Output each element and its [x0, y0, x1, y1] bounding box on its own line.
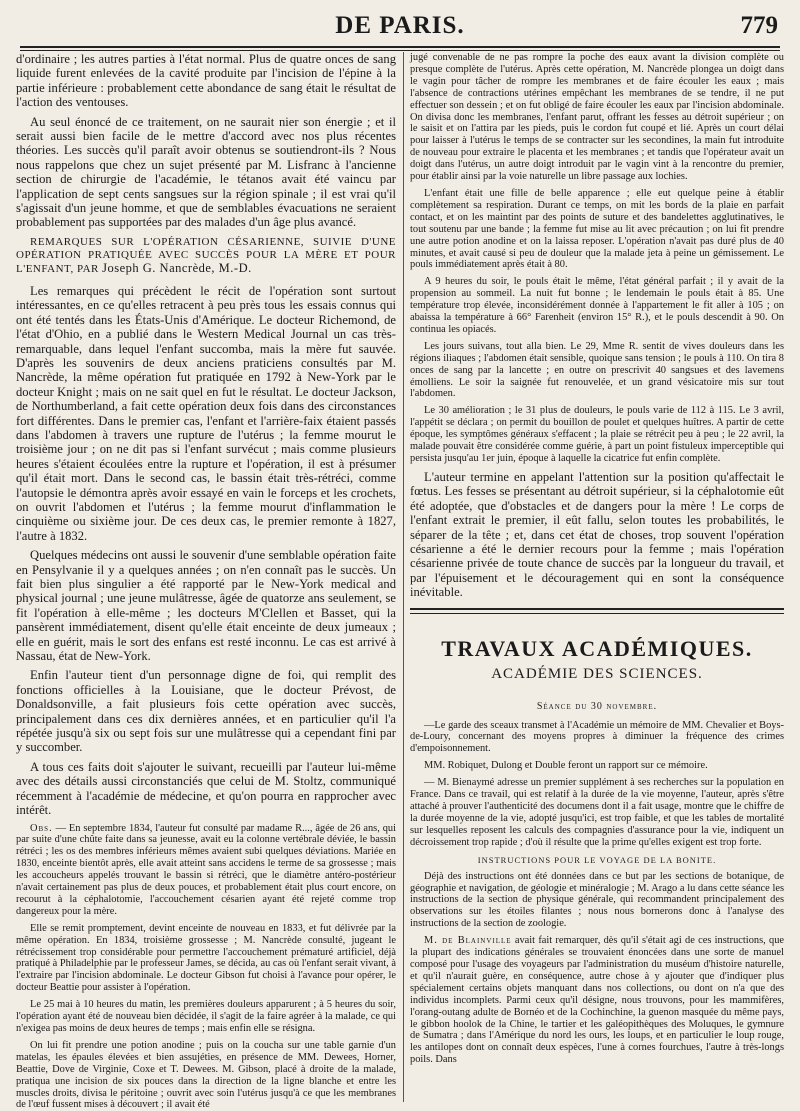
page-header — [20, 10, 780, 46]
running-title: DE PARIS. — [335, 12, 465, 39]
left-column — [16, 52, 396, 1111]
article-author: Joseph G. Nancrède, M.-D. — [102, 260, 252, 275]
paragraph: A tous ces faits doit s'ajouter le suivant, recueilli par l'auteur lui-même avec des détails aussi circonstanciés que celui de M. Stoltz, communiqué récemment à l'académie de médecine, et qu'on pourra en rapprocher avec intérêt. — [16, 759, 396, 818]
paragraph: —Le garde des sceaux transmet à l'Académie un mémoire de MM. Chevalier et Boys-de-Loury, concernant des moyens propres à diminuer la fréquence des crimes d'empoisonnement. — [410, 719, 784, 755]
session-date: Séance du 30 novembre. — [536, 700, 658, 712]
section-title: TRAVAUX ACADÉMIQUES. — [441, 635, 753, 661]
section-header — [410, 608, 784, 683]
header-rule-thin — [20, 50, 780, 51]
paragraph: Les remarques qui précèdent le récit de l'opération sont surtout intéressantes, en ce qu'elles retracent à peu près tous les essais connus qui ont été tentés dans les États-Unis d'Amérique. Le docteur Richemond, de l'état d'Ohio, en a publié dans le Western Medical Journal un cas très-remarquable, dans lequel l'enfant succomba, mais la mère fut sauvée. D'après les souvenirs de deux anciens praticiens consultés par M. Nancrède, la même opération fut pratiquée en 1792 à New-York par le docteur Knight ; mais on ne sait quel en fut le résultat. Le docteur Jackson, de Northumberland, a fait cette opération deux fois dans des circonstances fort différentes. Dans le premier cas, l'enfant et l'arrière-faix étaient passés dans l'abdomen à travers une rupture de l'utérus ; la femme mourut le troisième jour ; on ne dit pas si l'enfant survécut ; mais comme plusieurs heures s'étaient écoulées entre la rupture et l'opération, il est à présumer qu'il était mort. Dans le second cas, le bassin était très-rétréci, comme l'autopsie le démontra après avoir essayé en vain le forceps et les crochets, on ouvrit l'abdomen et l'utérus ; la femme mourut d'inflammation le cinquième ou sixième jour. De ces deux cas, le premier remonte à 1827, l'autre à 1832. — [16, 283, 396, 543]
observation-paragraph — [16, 823, 396, 918]
page-number: 779 — [740, 12, 778, 39]
paragraph-text: avait fait remarquer, dès qu'il s'était agi de ces instructions, que la plupart des indications générales se trouvaient énoncées dans une sorte de manuel composé pour l'usage des voyageurs par l'administration du muséum d'histoire naturelle, et qu'il n'aurait guère, en conséquence, autre chose à y ajouter que d'indiquer plus spécialement certains objets manquant dans nos collections, ou dont on n'a que des individus incomplets. Parmi ceux qu'il désigne, nous trouvons, pour les mammifères, l'orang-outang adulte de Bornéo et de la Cochinchine, la guenon masquée du même pays, le gibbon hoolok de la Chine, le tartier et les galéopithèques des Moluques, le gymnure de Sumatra ; dans l'Amérique du nord les ours, les loups, et en particulier le loup rouge, les antilopes dont on connaît deux espèces, l'une à cornes fourchues, l'autre à très-longs poils. Dans — [410, 935, 784, 1066]
section-subtitle: ACADÉMIE DES SCIENCES. — [491, 665, 703, 682]
paragraph: Le 25 mai à 10 heures du matin, les premières douleurs apparurent ; à 5 heures du soir, l'opération ayant été de nouveau bien décidée, il s'agit de la faire agréer à la malade, ce qui n'exigea pas moins de deux heures de temps ; mais enfin elle se résigna. — [16, 999, 396, 1034]
paragraph: Déjà des instructions ont été données dans ce but par les sections de botanique, de géographie et navigation, de géologie et minéralogie ; M. Arago a lu dans cette séance les instructions de la section de physique générale, qui recommandent principalement des observations sur les étoiles filantes ; nous nous bornerons donc à l'analyse des instructions de la section de zoologie. — [410, 870, 784, 930]
paragraph: On lui fit prendre une potion anodine ; puis on la coucha sur une table garnie d'un matelas, les épaules élevées et bien assujéties, en présence de MM. Dewees, Horner, Beattie, Dove de Virginie, Coxe et T. Dewees. M. Gibson, placé à droite de la malade, pratiqua une incision de six pouces dans la direction de la ligne blanche et entre les muscles droits, divisa le péritoine ; ouvrit avec soin l'utérus jusqu'à ce que les membranes de l'œuf fussent mises à découvert ; il avait été — [16, 1039, 396, 1111]
paragraph: Elle se remit promptement, devint enceinte de nouveau en 1833, et fut délivrée par la même opération. En 1834, troisième grossesse ; M. Nancrède consulté, jugeant le rétrécissement trop considérable pour permettre l'accouchement prématuré artificiel, déjà pratiqué à Philadelphie par le professeur James, se décida, au cas où l'enfant serait vivant, à l'extraire par l'incision abdominale. Le docteur Gibson fut choisi à l'avance pour opérer, le docteur Beattie pour assister à l'opération. — [16, 922, 396, 994]
sub-heading: INSTRUCTIONS POUR LE VOYAGE DE LA BONITE. — [477, 854, 717, 865]
paragraph: Le 30 amélioration ; le 31 plus de douleurs, le pouls varie de 112 à 115. Le 3 avril, l'appétit se déclara ; on permit du bouillon de poulet et quelques huîtres. A partir de cette époque, les symptômes généraux s'effacent ; la plaie se rétrécit peu à peu ; le 22 avril, la malade pouvait être considérée comme guérie, à part un point fistuleux imperceptible qui persista jusqu'au 1er juin, époque à laquelle la cicatrice fut enfin complète. — [410, 405, 784, 464]
section-rule — [410, 608, 784, 610]
observation-text: — En septembre 1834, l'auteur fut consulté par madame R..., âgée de 26 ans, qui par suite d'une chûte faite dans sa jeunesse, avait eu la colonne vertébrale déviée, le bassin rétréci ; les os des membres inférieurs mêmes avaient subi quelques déviations. Mariée en 1830, enceinte bientôt après, elle avait atteint sans accidens le terme de sa grossesse ; mais les accoucheurs appelés trouvant le bassin si rétréci, que le diamètre antéro-postérieur n'avait certainement pas plus de deux pouces, et probablement était plus court encore, on recourut à la céphalotomie, l'accouchement césarien ayant été rejeté comme trop dangereux pour la mère. — [16, 822, 396, 917]
paragraph: Au seul énoncé de ce traitement, on ne saurait nier son énergie ; et il serait aussi bien facile de le mettre d'accord avec nos plus récentes théories. Les succès qu'il paraît avoir obtenus se soutiendront-ils ? Nous nous rappelons que chez un sujet présenté par M. Lisfranc à l'ancienne section de chirurgie de l'académie, le tétanos avait été vaincu par l'application de sept cents sangsues sur la région spinale ; il est vrai qu'il s'agissait d'un jeune homme, et que de semblables évacuations ne seraient probablement pas supportées par des malades d'un âge plus avancé. — [16, 114, 396, 230]
article-title — [16, 236, 396, 276]
paragraph: Enfin l'auteur tient d'un personnage digne de foi, qui remplit des fonctions officielles à la Louisiane, que le docteur Prévost, de Donaldsonville, a fait plusieurs fois cette opération avec succès, principalement dans ces dix dernières années, et en particulier qu'il l'a répétée jusqu'à six ou sept fois sur une mulâtresse qui a cependant fini par y succomber. — [16, 668, 396, 755]
paragraph: A 9 heures du soir, le pouls était le même, l'état général parfait ; il y avait de la propension au sommeil. La nuit fut bonne ; le lendemain le pouls était à 85. Une température trop élevée, inconsidérément donnée à l'appartement le fit aller à 105 ; on abaissa la température à 66° Farenheit (environ 15° R.), et le pouls descendit à 90. On continua les opiacés. — [410, 276, 784, 335]
paragraph — [410, 935, 784, 1066]
paragraph: L'auteur termine en appelant l'attention sur la position qu'affectait le fœtus. Les fesses se présentant au détroit supérieur, si la céphalotomie eût été adoptée, que d'obstacles et de dangers pour la mère ! Le corps de l'enfant extrait le premier, il eût fallu, selon toutes les probabilités, le séparer de la tête ; et, dans cet état de choses, trop souvent l'opération césarienne a été le dernier recours pour la femme ; mais l'opération césarienne privée de toute chance de succès par la longueur du travail, et par l'épuisement et le découragement qui en sont la conséquence inévitable. — [410, 469, 784, 600]
column-divider — [403, 52, 404, 1102]
section-rule-thin — [410, 613, 784, 614]
paragraph: Les jours suivans, tout alla bien. Le 29, Mme R. sentit de vives douleurs dans les régions iliaques ; l'abdomen était sensible, quoique sans tension ; le pouls à 110. On tira 8 onces de sang par la lancette ; en outre on prescrivit 40 sangsues et des lavemens émolliens. Le soir la saignée fut renouvelée, et un grand vésicatoire mis sur tout l'abdomen. — [410, 340, 784, 400]
right-column — [410, 52, 784, 1100]
paragraph: d'ordinaire ; les autres parties à l'état normal. Plus de quatre onces de sang liquide furent enlevées de la cavité produite par l'incision de l'épine à la partie inférieure : probablement cette abondance de sang était le résultat de l'action des ventouses. — [16, 52, 396, 110]
observation-label: Obs. — [30, 822, 53, 834]
paragraph: Quelques médecins ont aussi le souvenir d'une semblable opération faite en Pensylvanie il y a quelques années ; on n'en connaît pas le succès. Un fait bien plus singulier a été rapporté par le New-York medical and physical journal ; une jeune mulâtresse, âgée de quatorze ans seulement, se fit l'opération à elle-même ; les docteurs M'Clellen et Basset, qui la pansèrent immédiatement, disent qu'elle était enceinte de deux jumeaux ; elle en guérit, mais le sort des enfans est resté inconnu. Le cas est arrivé à Nassau, état de New-York. — [16, 548, 396, 664]
paragraph: — M. Bienaymé adresse un premier supplément à ses recherches sur la population en France. Dans ce travail, qui est relatif à la durée de la vie moyenne, l'auteur, après s'être attaché à prouver l'authenticité des documens dont il a fait usage, montre que le chiffre de la durée moyenne de la vie, adopté jusqu'ici, est trop faible, et que les tables de mortalité sur lesquelles reposent les calculs des compagnies d'assurance pour la vie, indiquent un décroissement trop rapide ; d'où il résulte que la prime qu'elles exigent est trop forte. — [410, 777, 784, 848]
paragraph: L'enfant était une fille de belle apparence ; elle eut quelque peine à établir complètement sa respiration. Durant ce temps, on mit les bords de la plaie en parfait contact, et on les maintint par des points de suture et des bandelettes agglutinatives, le tout soutenu par une bande ; la femme fut mise au lit avec précaution ; on lui fit prendre une autre potion anodine et on la laissa reposer. L'opération n'avait pas duré plus de 40 minutes, et avait causé si peu de douleur que la malade jeta à peine un gémissement. Le pouls immédiatement après était à 80. — [410, 187, 784, 271]
article-title-text: REMARQUES SUR L'OPÉRATION CÉSARIENNE, SUIVIE D'UNE OPÉRATION PRATIQUÉE AVEC SUCCÈS POUR LA MÈRE ET POUR L'ENFANT, PAR — [16, 235, 396, 275]
paragraph: jugé convenable de ne pas rompre la poche des eaux avant la division complète ou presque complète de l'utérus. Après cette opération, M. Nancrède plongea un doigt dans le vagin pour tâcher de rompre les membranes et de faire écouler les eaux ; mais l'absence de contractions utérines empêchant les membranes de se tendre, il ne put effectuer son dessein ; et on fut obligé de faire écouler les eaux par l'incision abdominale. On divisa donc les membranes, l'enfant parut, offrant les fesses au détroit supérieur ; on le saisit et on l'attira par les pieds, puis le cordon fut coupé et lié. Après un court délai pour laisser à l'utérus le temps de se contracter sur les secondines, la main fut introduite de nouveau pour extraire le placenta et les membranes ; et tandis que l'opérateur avait un doigt dans l'utérus, un autre doigt introduit par le vagin vint à la rencontre du premier, pour établir ainsi par la voie naturelle un libre passage aux lochies. — [410, 52, 784, 183]
speaker-name: M. de Blainville — [424, 935, 512, 947]
header-rule — [20, 46, 780, 48]
paragraph: MM. Robiquet, Dulong et Double feront un rapport sur ce mémoire. — [424, 760, 708, 772]
